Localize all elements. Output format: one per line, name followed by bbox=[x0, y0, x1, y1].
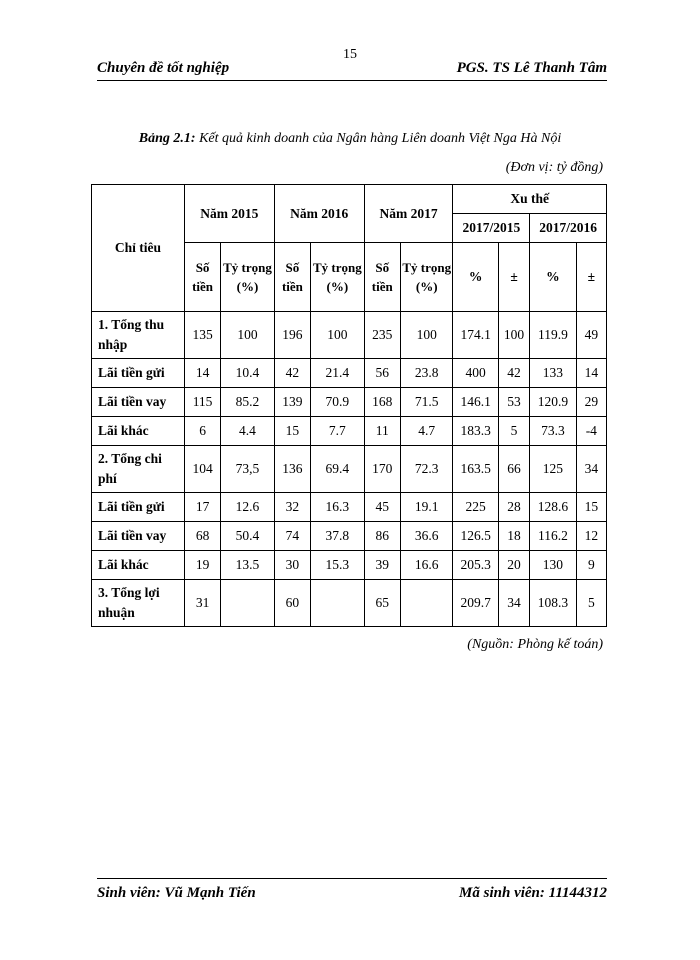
table-cell: 209.7 bbox=[453, 580, 498, 627]
table-cell: 168 bbox=[364, 388, 400, 417]
row-label: Lãi tiền gửi bbox=[92, 359, 185, 388]
table-cell: 16.3 bbox=[311, 493, 365, 522]
table-cell: 128.6 bbox=[530, 493, 576, 522]
table-cell: 73,5 bbox=[221, 446, 275, 493]
table-cell: 14 bbox=[184, 359, 220, 388]
table-cell: 17 bbox=[184, 493, 220, 522]
table-row bbox=[92, 312, 607, 359]
row-label: Lãi tiền vay bbox=[92, 522, 185, 551]
table-cell: 50.4 bbox=[221, 522, 275, 551]
unit-note: (Đơn vị: tỷ đồng) bbox=[505, 160, 603, 175]
table-cell: 4.7 bbox=[400, 417, 453, 446]
table-cell: 28 bbox=[498, 493, 529, 522]
table-cell: 72.3 bbox=[400, 446, 453, 493]
table-cell: 34 bbox=[576, 446, 606, 493]
amount-header: Số tiền bbox=[184, 243, 220, 312]
table-cell: 130 bbox=[530, 551, 576, 580]
table-row bbox=[92, 446, 607, 493]
table-cell: 120.9 bbox=[530, 388, 576, 417]
table-cell: 12 bbox=[576, 522, 606, 551]
page-footer bbox=[97, 878, 607, 901]
table-cell: 400 bbox=[453, 359, 498, 388]
table-cell: 34 bbox=[498, 580, 529, 627]
table-cell: 74 bbox=[274, 522, 310, 551]
table-cell: 170 bbox=[364, 446, 400, 493]
table-cell: 139 bbox=[274, 388, 310, 417]
table-cell: 60 bbox=[274, 580, 310, 627]
table-cell: 85.2 bbox=[221, 388, 275, 417]
percent-header: % bbox=[453, 243, 498, 312]
trend-period-header: 2017/2015 bbox=[453, 214, 530, 243]
percent-header: % bbox=[530, 243, 576, 312]
table-cell: 16.6 bbox=[400, 551, 453, 580]
trend-header: Xu thế bbox=[453, 185, 607, 214]
table-cell bbox=[221, 580, 275, 627]
year-header: Năm 2015 bbox=[184, 185, 274, 243]
table-cell: 225 bbox=[453, 493, 498, 522]
table-cell: 125 bbox=[530, 446, 576, 493]
table-cell: 116.2 bbox=[530, 522, 576, 551]
year-header: Năm 2016 bbox=[274, 185, 364, 243]
table-cell: 15.3 bbox=[311, 551, 365, 580]
table-cell: 100 bbox=[221, 312, 275, 359]
table-cell: 15 bbox=[576, 493, 606, 522]
table-cell: 11 bbox=[364, 417, 400, 446]
table-cell: 56 bbox=[364, 359, 400, 388]
table-caption bbox=[0, 131, 700, 147]
share-header: Tỷ trọng (%) bbox=[221, 243, 275, 312]
table-cell bbox=[311, 580, 365, 627]
caption-text: Kết quả kinh doanh của Ngân hàng Liên doanh Việt Nga Hà Nội bbox=[195, 131, 562, 146]
table-row bbox=[92, 551, 607, 580]
page-number: 15 bbox=[343, 47, 357, 62]
table-cell: 174.1 bbox=[453, 312, 498, 359]
table-cell: 108.3 bbox=[530, 580, 576, 627]
amount-header: Số tiền bbox=[274, 243, 310, 312]
table-cell: 5 bbox=[576, 580, 606, 627]
table-cell: 235 bbox=[364, 312, 400, 359]
table-row bbox=[92, 522, 607, 551]
difference-header: ± bbox=[576, 243, 606, 312]
row-label: Lãi tiền gửi bbox=[92, 493, 185, 522]
caption-label: Bảng 2.1: bbox=[138, 131, 196, 146]
table-cell: 42 bbox=[274, 359, 310, 388]
table-row bbox=[92, 359, 607, 388]
table-cell: 205.3 bbox=[453, 551, 498, 580]
table-cell: 136 bbox=[274, 446, 310, 493]
table-cell: 73.3 bbox=[530, 417, 576, 446]
table-cell: 115 bbox=[184, 388, 220, 417]
table-cell: 135 bbox=[184, 312, 220, 359]
table-cell: 100 bbox=[498, 312, 529, 359]
table-cell: -4 bbox=[576, 417, 606, 446]
table-cell: 49 bbox=[576, 312, 606, 359]
table-cell: 18 bbox=[498, 522, 529, 551]
table-cell: 14 bbox=[576, 359, 606, 388]
table-cell: 37.8 bbox=[311, 522, 365, 551]
amount-header: Số tiền bbox=[364, 243, 400, 312]
source-note: (Nguồn: Phòng kế toán) bbox=[467, 637, 603, 652]
row-label: Lãi khác bbox=[92, 551, 185, 580]
table-cell: 69.4 bbox=[311, 446, 365, 493]
table-cell: 65 bbox=[364, 580, 400, 627]
table-cell: 45 bbox=[364, 493, 400, 522]
trend-period-header: 2017/2016 bbox=[530, 214, 607, 243]
table-row bbox=[92, 417, 607, 446]
header-title: Chuyên đề tốt nghiệp bbox=[97, 60, 230, 76]
table-cell: 68 bbox=[184, 522, 220, 551]
table-cell: 126.5 bbox=[453, 522, 498, 551]
table-cell: 196 bbox=[274, 312, 310, 359]
table-cell: 66 bbox=[498, 446, 529, 493]
table-cell: 53 bbox=[498, 388, 529, 417]
table-cell: 146.1 bbox=[453, 388, 498, 417]
table-row bbox=[92, 493, 607, 522]
table-cell: 12.6 bbox=[221, 493, 275, 522]
table-cell: 9 bbox=[576, 551, 606, 580]
business-results-table bbox=[91, 184, 607, 627]
table-cell: 104 bbox=[184, 446, 220, 493]
table-cell: 20 bbox=[498, 551, 529, 580]
table-cell: 36.6 bbox=[400, 522, 453, 551]
table-cell: 100 bbox=[311, 312, 365, 359]
difference-header: ± bbox=[498, 243, 529, 312]
table-cell: 10.4 bbox=[221, 359, 275, 388]
share-header: Tỷ trọng (%) bbox=[400, 243, 453, 312]
table-cell: 133 bbox=[530, 359, 576, 388]
table-row bbox=[92, 580, 607, 627]
table-cell: 19.1 bbox=[400, 493, 453, 522]
table-cell bbox=[400, 580, 453, 627]
table-cell: 23.8 bbox=[400, 359, 453, 388]
row-label: Lãi tiền vay bbox=[92, 388, 185, 417]
row-label: 1. Tổng thu nhập bbox=[92, 312, 185, 359]
table-cell: 29 bbox=[576, 388, 606, 417]
footer-student-id: Mã sinh viên: 11144312 bbox=[459, 885, 607, 901]
table-cell: 7.7 bbox=[311, 417, 365, 446]
row-label: 2. Tổng chi phí bbox=[92, 446, 185, 493]
table-cell: 100 bbox=[400, 312, 453, 359]
table-cell: 5 bbox=[498, 417, 529, 446]
year-header: Năm 2017 bbox=[364, 185, 453, 243]
row-label: Lãi khác bbox=[92, 417, 185, 446]
table-row bbox=[92, 388, 607, 417]
table-cell: 15 bbox=[274, 417, 310, 446]
table-cell: 32 bbox=[274, 493, 310, 522]
indicator-header: Chỉ tiêu bbox=[92, 185, 185, 312]
share-header: Tỷ trọng (%) bbox=[311, 243, 365, 312]
row-label: 3. Tổng lợi nhuận bbox=[92, 580, 185, 627]
table-cell: 119.9 bbox=[530, 312, 576, 359]
table-cell: 21.4 bbox=[311, 359, 365, 388]
table-cell: 6 bbox=[184, 417, 220, 446]
page-header bbox=[97, 58, 607, 81]
table-cell: 4.4 bbox=[221, 417, 275, 446]
table-cell: 163.5 bbox=[453, 446, 498, 493]
table-cell: 71.5 bbox=[400, 388, 453, 417]
table-cell: 86 bbox=[364, 522, 400, 551]
table-cell: 42 bbox=[498, 359, 529, 388]
table-cell: 70.9 bbox=[311, 388, 365, 417]
table-cell: 30 bbox=[274, 551, 310, 580]
footer-student: Sinh viên: Vũ Mạnh Tiến bbox=[97, 885, 256, 901]
table-cell: 19 bbox=[184, 551, 220, 580]
header-supervisor: PGS. TS Lê Thanh Tâm bbox=[456, 60, 607, 76]
table-cell: 13.5 bbox=[221, 551, 275, 580]
table-cell: 39 bbox=[364, 551, 400, 580]
table-cell: 183.3 bbox=[453, 417, 498, 446]
table-cell: 31 bbox=[184, 580, 220, 627]
